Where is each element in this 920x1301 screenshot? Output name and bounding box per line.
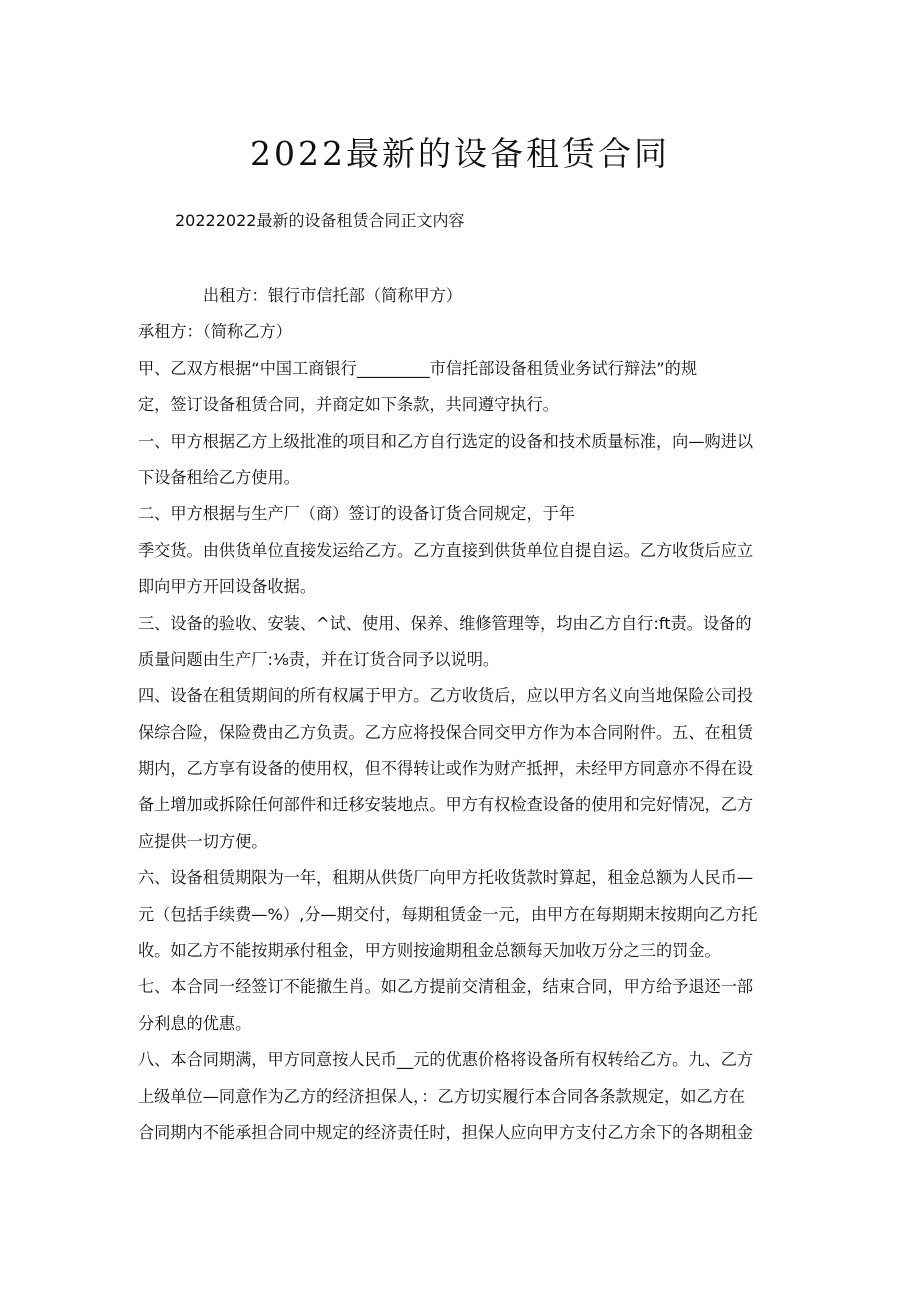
contract-body <box>138 278 788 1151</box>
clause-7-line: 七、本合同一经签订不能撤生肖。如乙方提前交清租金，结束合同，甲方给予退还一部 <box>138 977 754 997</box>
document-subtitle: 20222022最新的设备租赁合同正文内容 <box>175 211 465 230</box>
clause-6-line: 六、设备租赁期限为一年，租期从供货厂向甲方托收货款时算起，租金总额为人民币— <box>138 868 754 888</box>
clause-4-line: 保综合险，保险费由乙方负责。乙方应将投保合同交甲方作为本合同附件。五、在租赁 <box>138 722 754 742</box>
paragraph-line: 甲、乙双方根据“中国工商银行_________市信托部设备租赁业务试行辩法”的规 <box>138 358 698 378</box>
clause-6-line: 元（包括手续费—%）,分—期交付，每期租赁金一元，由甲方在每期期末按期向乙方托 <box>138 904 758 924</box>
document-title: 2022最新的设备租赁合同 <box>250 134 670 173</box>
clause-2-line: 季交货。由供货单位直接发运给乙方。乙方直接到供货单位自提自运。乙方收货后应立 <box>138 540 754 560</box>
clause-2-line: 即向甲方开回设备收据。 <box>138 577 317 597</box>
clause-1-line: 一、甲方根据乙方上级批准的项目和乙方自行选定的设备和技术质量标准，向—购进以 <box>138 431 754 451</box>
clause-2-line: 二、甲方根据与生产厂（商）签订的设备订货合同规定，于年 <box>138 504 576 524</box>
clause-3-line: 三、设备的验收、安装、^试、使用、保养、维修管理等，均由乙方自行:ft责。设备的 <box>138 613 752 633</box>
clause-6-line: 收。如乙方不能按期承付租金，甲方则按逾期租金总额每天加收万分之三的罚金。 <box>138 941 721 961</box>
lessee-line: 承租方：（简称乙方） <box>138 322 292 342</box>
clause-3-line: 质量问题由生产厂:⅛责，并在订货合同予以说明。 <box>138 649 500 669</box>
clause-7-line: 分利息的优惠。 <box>138 1013 252 1033</box>
clause-9-line: 上级单位—同意作为乙方的经济担保人，：乙方切实履行本合同各条款规定，如乙方在 <box>138 1086 746 1106</box>
clause-5-line: 备上增加或拆除任何部件和迁移安装地点。甲方有权检查设备的使用和完好情况，乙方 <box>138 795 754 815</box>
clause-5-line: 应提供一切方便。 <box>138 831 268 851</box>
paragraph-line: 定，签订设备租赁合同，并商定如下条款，共同遵守执行。 <box>138 395 559 415</box>
clause-4-line: 四、设备在租赁期间的所有权属于甲方。乙方收货后，应以甲方名义向当地保险公司投 <box>138 686 754 706</box>
lessor-line: 出租方：银行市信托部（简称甲方） <box>203 286 462 305</box>
clause-8-line: 八、本合同期满，甲方同意按人民币__元的优惠价格将设备所有权转给乙方。九、乙方 <box>138 1050 754 1070</box>
clause-1-line: 下设备租给乙方使用。 <box>138 467 300 487</box>
clause-9-line: 合同期内不能承担合同中规定的经济责任时，担保人应向甲方支付乙方余下的各期租金 <box>138 1122 754 1142</box>
clause-5-line: 期内，乙方享有设备的使用权，但不得转让或作为财产抵押，未经甲方同意亦不得在设 <box>138 759 754 779</box>
